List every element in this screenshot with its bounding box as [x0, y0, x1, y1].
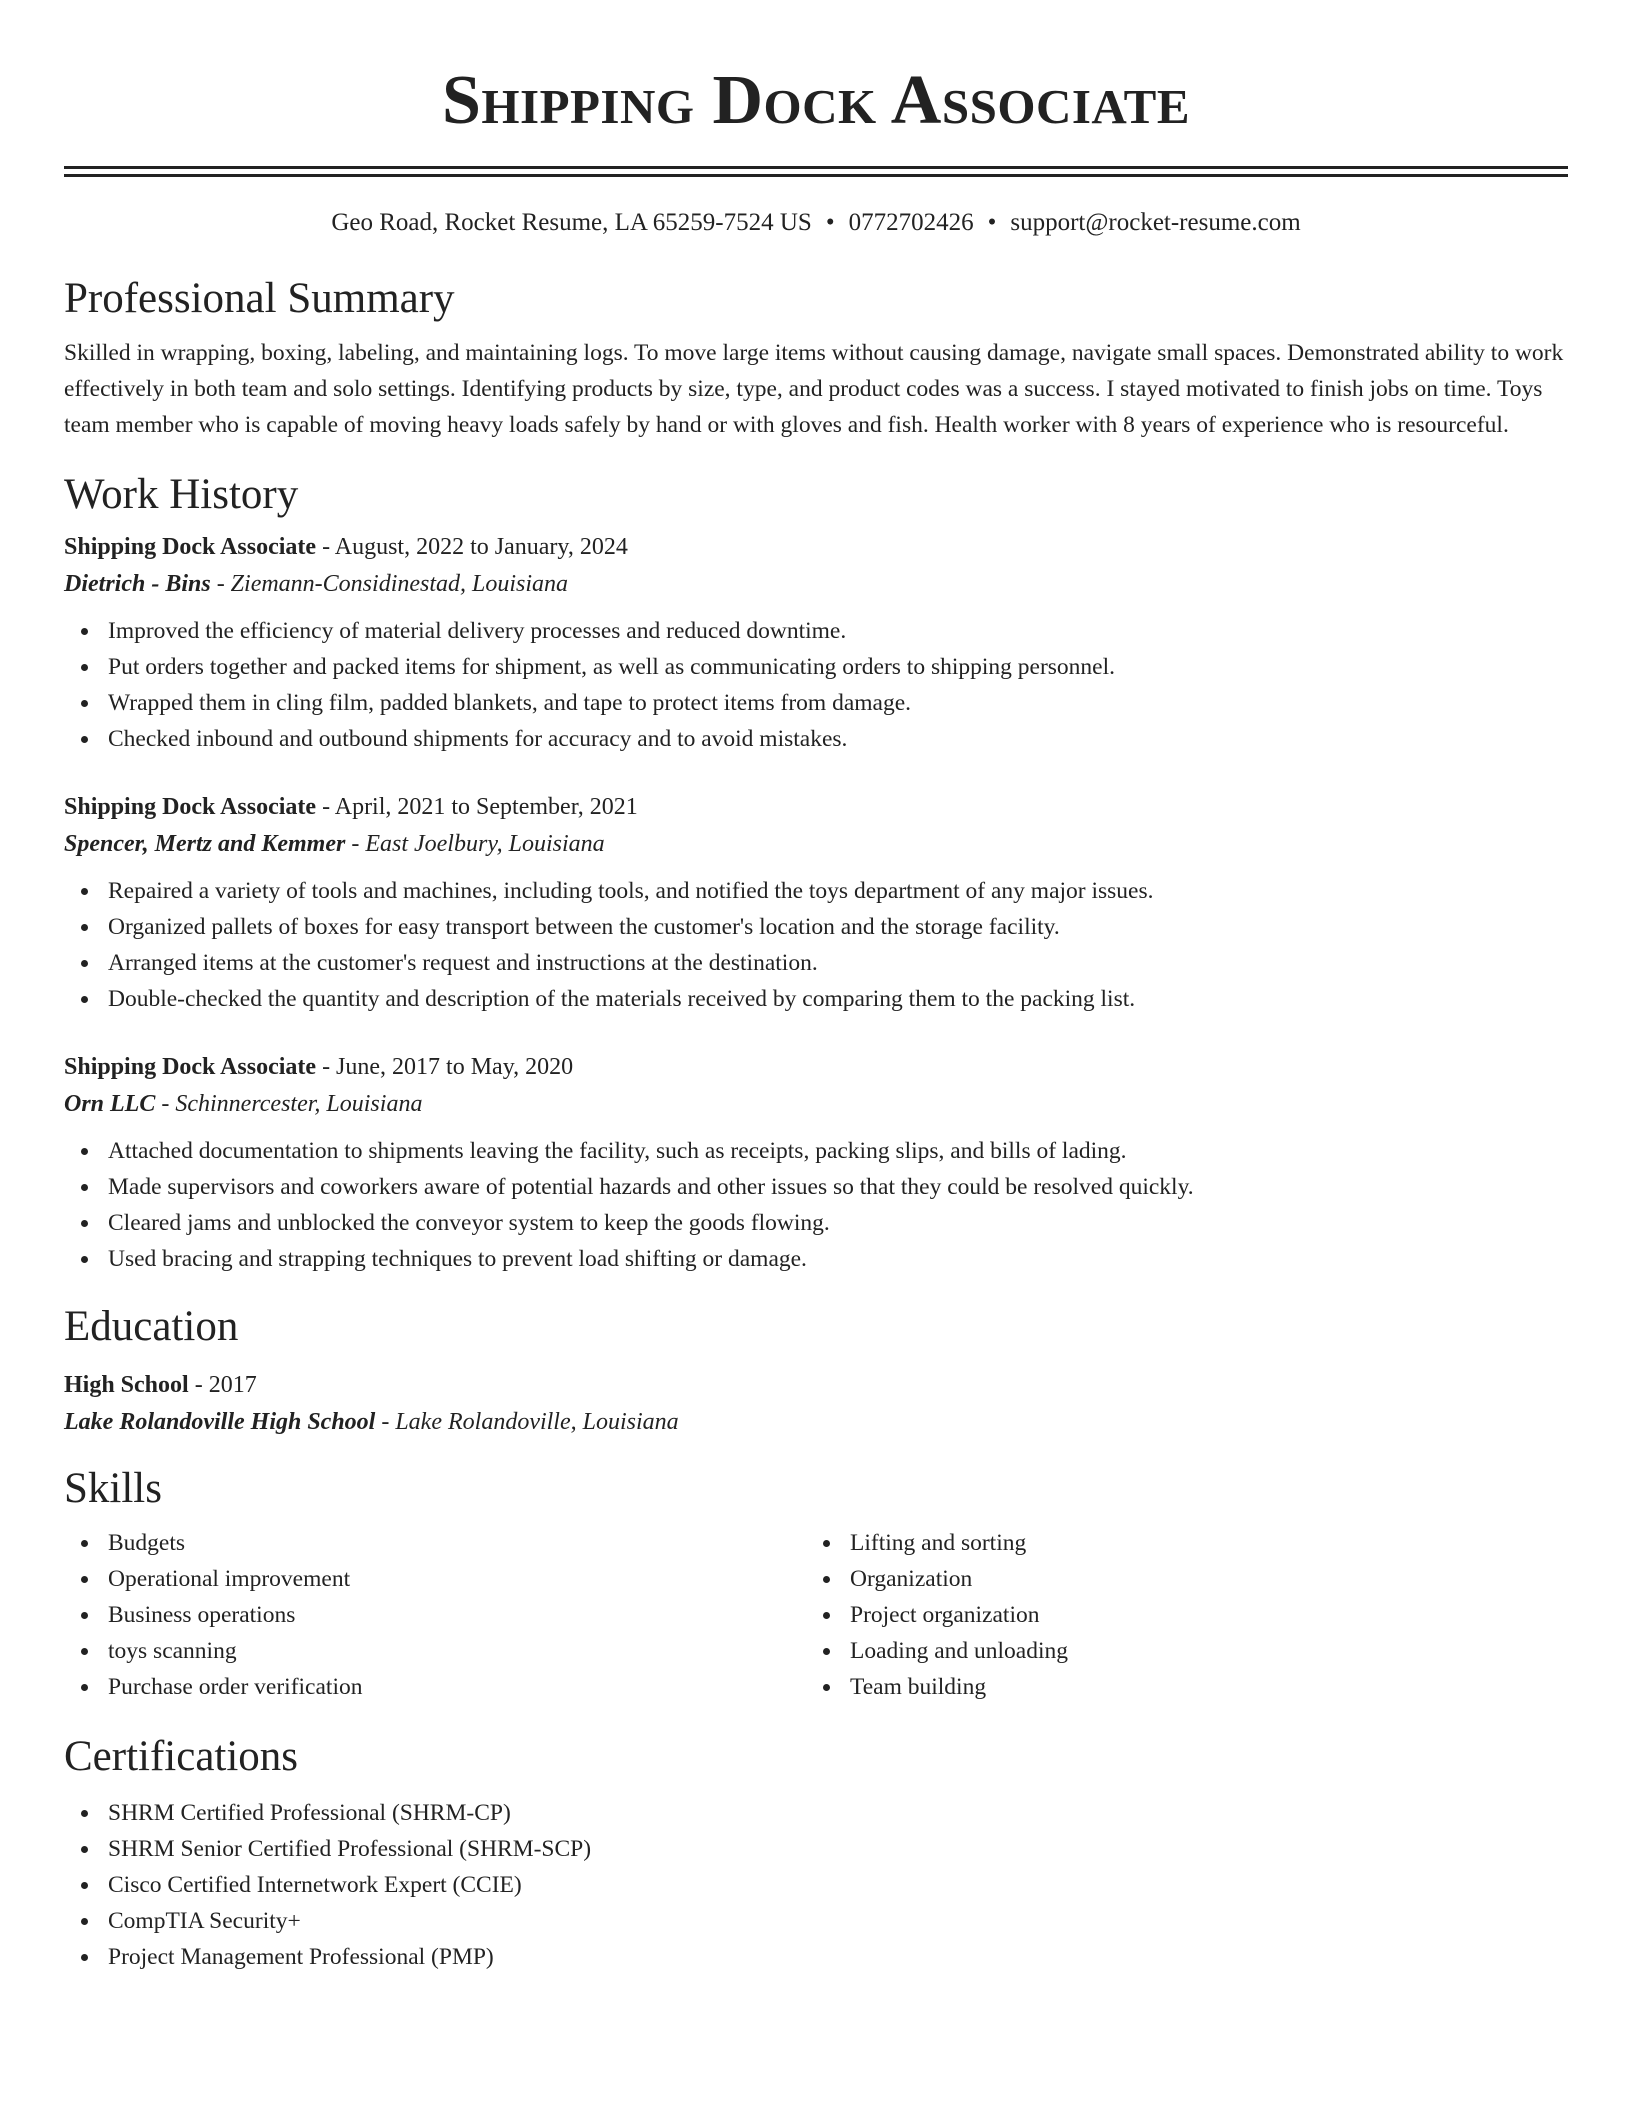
job-location: - East Joelbury, Louisiana	[345, 831, 605, 857]
job-company: Orn LLC	[64, 1091, 156, 1117]
education-year: - 2017	[188, 1372, 257, 1398]
list-item: Budgets	[64, 1525, 806, 1561]
job-entry	[64, 789, 1568, 1017]
certifications-heading: Certifications	[64, 1733, 299, 1780]
skills-column-left	[64, 1525, 806, 1705]
education-school: Lake Rolandoville High School	[64, 1409, 376, 1435]
contact-phone: 0772702426	[848, 209, 974, 236]
list-item: Cleared jams and unblocked the conveyor system to keep the goods flowing.	[64, 1205, 1568, 1241]
list-item: Project organization	[806, 1597, 1548, 1633]
job-employer	[64, 565, 1568, 603]
skills-columns	[64, 1525, 1568, 1705]
list-item: SHRM Certified Professional (SHRM-CP)	[64, 1795, 1568, 1831]
list-item: Cisco Certified Internetwork Expert (CCIE)	[64, 1867, 1568, 1903]
job-heading	[64, 529, 1568, 565]
list-item: Used bracing and strapping techniques to prevent load shifting or damage.	[64, 1241, 1568, 1277]
summary-text: Skilled in wrapping, boxing, labeling, and maintaining logs. To move large items without causing damage, navigate small spaces. Demonstrated ability to work effectively in both team and solo settings. Identifying products by size, type, and product codes was a success. I stayed motivated to finish jobs on time. Toys team member who is capable of moving heavy loads safely by hand or with gloves and fish. Health worker with 8 years of experience who is resourceful.	[64, 340, 1564, 438]
list-item: toys scanning	[64, 1633, 806, 1669]
list-item: SHRM Senior Certified Professional (SHRM-SCP)	[64, 1831, 1568, 1867]
list-item: Double-checked the quantity and description of the materials received by comparing them to the packing list.	[64, 981, 1568, 1017]
list-item: Business operations	[64, 1597, 806, 1633]
job-duties	[64, 1133, 1568, 1277]
list-item: Project Management Professional (PMP)	[64, 1939, 1568, 1975]
summary-heading: Professional Summary	[64, 275, 455, 322]
job-location: - Schinnercester, Louisiana	[155, 1091, 423, 1117]
education-degree: High School	[64, 1372, 189, 1398]
job-title: Shipping Dock Associate	[64, 534, 317, 560]
education-entry	[64, 1367, 1568, 1441]
skills-column-right	[806, 1525, 1548, 1705]
list-item: Attached documentation to shipments leaving the facility, such as receipts, packing slips, and bills of lading.	[64, 1133, 1568, 1169]
job-title: Shipping Dock Associate	[64, 1054, 317, 1080]
job-title: Shipping Dock Associate	[64, 794, 317, 820]
skills-heading: Skills	[64, 1465, 162, 1512]
certifications-list	[64, 1795, 1568, 1975]
job-duties	[64, 873, 1568, 1017]
job-heading	[64, 789, 1568, 825]
contact-separator: •	[987, 209, 997, 236]
job-duties	[64, 613, 1568, 757]
title-divider-bottom	[64, 174, 1568, 177]
job-employer	[64, 825, 1568, 863]
list-item: Checked inbound and outbound shipments for accuracy and to avoid mistakes.	[64, 721, 1568, 757]
resume-page	[64, 0, 1568, 1975]
list-item: Organized pallets of boxes for easy transport between the customer's location and the storage facility.	[64, 909, 1568, 945]
skills-list	[64, 1525, 806, 1705]
job-dates: - June, 2017 to May, 2020	[316, 1054, 574, 1080]
title-divider-top	[64, 166, 1568, 169]
list-item: Loading and unloading	[806, 1633, 1548, 1669]
job-heading	[64, 1049, 1568, 1085]
list-item: Operational improvement	[64, 1561, 806, 1597]
skills-list	[806, 1525, 1548, 1705]
list-item: Arranged items at the customer's request and instructions at the destination.	[64, 945, 1568, 981]
list-item: Wrapped them in cling film, padded blankets, and tape to protect items from damage.	[64, 685, 1568, 721]
work-history-heading: Work History	[64, 471, 299, 518]
contact-separator: •	[825, 209, 835, 236]
resume-title: Shipping Dock Associate	[441, 62, 1191, 139]
contact-email: support@rocket-resume.com	[1010, 209, 1301, 236]
job-entry	[64, 1049, 1568, 1277]
job-company: Dietrich - Bins	[64, 571, 211, 597]
job-employer	[64, 1085, 1568, 1123]
list-item: CompTIA Security+	[64, 1903, 1568, 1939]
list-item: Team building	[806, 1669, 1548, 1705]
list-item: Repaired a variety of tools and machines, including tools, and notified the toys department of any major issues.	[64, 873, 1568, 909]
education-heading: Education	[64, 1303, 239, 1350]
job-entry	[64, 529, 1568, 757]
job-location: - Ziemann-Considinestad, Louisiana	[210, 571, 569, 597]
list-item: Improved the efficiency of material delivery processes and reduced downtime.	[64, 613, 1568, 649]
job-company: Spencer, Mertz and Kemmer	[64, 831, 346, 857]
job-dates: - August, 2022 to January, 2024	[316, 534, 628, 560]
education-degree-line	[64, 1367, 1568, 1403]
education-school-line	[64, 1403, 1568, 1441]
job-dates: - April, 2021 to September, 2021	[316, 794, 638, 820]
list-item: Organization	[806, 1561, 1548, 1597]
list-item: Put orders together and packed items for shipment, as well as communicating orders to shipping personnel.	[64, 649, 1568, 685]
contact-address: Geo Road, Rocket Resume, LA 65259-7524 US	[331, 209, 812, 236]
education-location: - Lake Rolandoville, Louisiana	[375, 1409, 679, 1435]
list-item: Lifting and sorting	[806, 1525, 1548, 1561]
list-item: Purchase order verification	[64, 1669, 806, 1705]
contact-line	[64, 207, 1568, 239]
list-item: Made supervisors and coworkers aware of potential hazards and other issues so that they could be resolved quickly.	[64, 1169, 1568, 1205]
